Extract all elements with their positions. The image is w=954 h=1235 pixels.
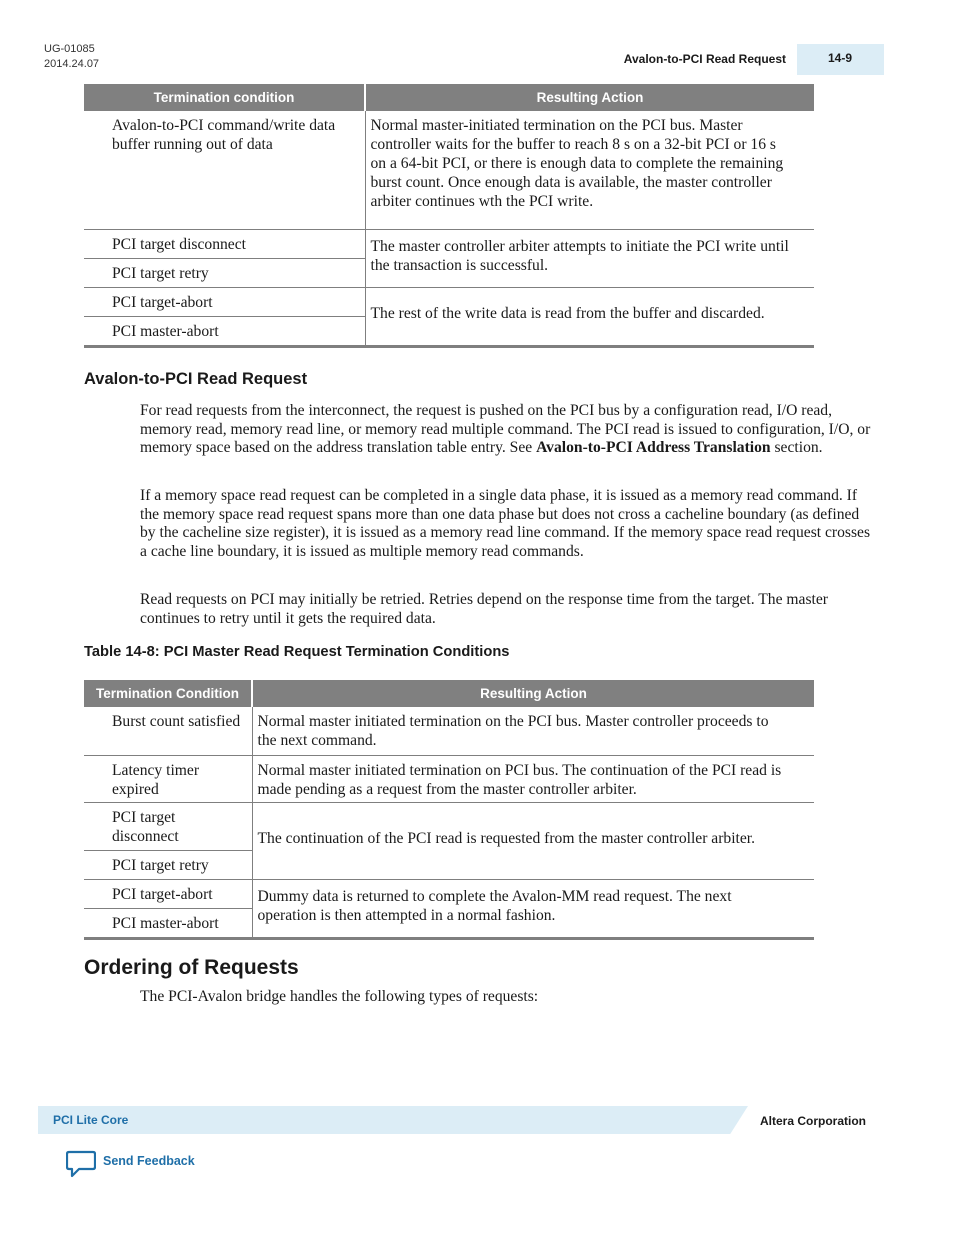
table-header-row [84, 680, 814, 707]
condition-cell: PCI target disconnect [84, 230, 365, 259]
paragraph [140, 402, 872, 458]
condition-cell: PCI target-abort [84, 288, 365, 317]
table-row [84, 111, 814, 230]
table-row [84, 230, 814, 259]
table-row [84, 880, 814, 909]
table-row [84, 288, 814, 317]
read-termination-table [84, 680, 814, 940]
footer-product-link[interactable]: PCI Lite Core [53, 1113, 129, 1127]
table-caption: Table 14-8: PCI Master Read Request Termination Conditions [84, 644, 510, 660]
action-cell: Normal master initiated termination on the PCI bus. Master controller proceeds to the next command. [252, 707, 814, 756]
condition-cell: PCI target retry [84, 259, 365, 288]
section-heading: Avalon-to-PCI Read Request [84, 370, 308, 388]
footer-band [38, 1106, 748, 1134]
paragraph-text: section. [770, 439, 823, 457]
action-cell: The rest of the write data is read from the buffer and discarded. [365, 288, 814, 347]
paragraph: Read requests on PCI may initially be retried. Retries depend on the response time from the target. The master continues to retry until it gets the required data. [140, 591, 828, 627]
condition-cell: PCI target disconnect [84, 803, 252, 851]
column-header: Termination condition [84, 84, 365, 111]
condition-cell: PCI master-abort [84, 909, 252, 939]
table-row [84, 803, 814, 851]
condition-cell: Burst count satisfied [84, 707, 252, 756]
paragraph-text: For read requests from the interconnect, the request is pushed on the PCI bus by a configuration read, I/O read, memory read, memory read line, or memory read multiple command. The PCI read is issued to configuration, I/O, or memory space based on the address translation table entry. See [140, 402, 871, 457]
action-cell: Normal master-initiated termination on the PCI bus. Master controller waits for the buffer to reach 8 s on a 32-bit PCI or 16 s on a 64-bit PCI, or there is enough data to complete the remaining burst count. Once enough data is available, the master controller arbiter continues wth the PCI write. [365, 111, 814, 230]
paragraph: If a memory space read request can be completed in a single data phase, it is issued as a memory read command. If the memory space read request spans more than one data phase but does not cross a cacheline boundary (as defined by the cacheline size register), it is issued as a memory read line command. If the memory space read request crosses a cache line boundary, it is issued as multiple memory read commands. [140, 487, 871, 561]
footer-company: Altera Corporation [760, 1114, 867, 1128]
action-cell: Dummy data is returned to complete the Avalon-MM read request. The next operation is then attempted in a normal fashion. [252, 880, 814, 939]
condition-cell: Avalon-to-PCI command/write data buffer running out of data [84, 111, 365, 230]
send-feedback-link[interactable]: Send Feedback [103, 1154, 195, 1168]
condition-cell: PCI target retry [84, 851, 252, 880]
paragraph: The PCI-Avalon bridge handles the following types of requests: [140, 988, 539, 1005]
write-termination-table [84, 84, 814, 348]
column-header: Termination Condition [84, 680, 252, 707]
action-cell: Normal master initiated termination on PCI bus. The continuation of the PCI read is made pending as a request from the master controller arbiter. [252, 756, 814, 803]
cross-reference-link: Avalon-to-PCI Address Translation [536, 439, 771, 457]
doc-date: 2014.24.07 [44, 58, 100, 70]
table-row [84, 707, 814, 756]
action-cell: The master controller arbiter attempts to initiate the PCI write until the transaction is successful. [365, 230, 814, 288]
running-header-title: Avalon-to-PCI Read Request [623, 52, 786, 66]
section-heading: Ordering of Requests [84, 956, 299, 979]
doc-number: UG-01085 [44, 43, 95, 55]
table-header-row [84, 84, 814, 111]
condition-cell: Latency timer expired [84, 756, 252, 803]
speech-bubble-icon[interactable] [66, 1150, 96, 1178]
page-number-box [797, 44, 884, 75]
column-header: Resulting Action [365, 84, 814, 111]
condition-cell: PCI master-abort [84, 317, 365, 347]
page-number: 14-9 [827, 51, 853, 65]
table-row [84, 756, 814, 803]
document-id [44, 42, 99, 72]
condition-cell: PCI target-abort [84, 880, 252, 909]
action-cell: The continuation of the PCI read is requested from the master controller arbiter. [252, 803, 814, 880]
column-header: Resulting Action [252, 680, 814, 707]
